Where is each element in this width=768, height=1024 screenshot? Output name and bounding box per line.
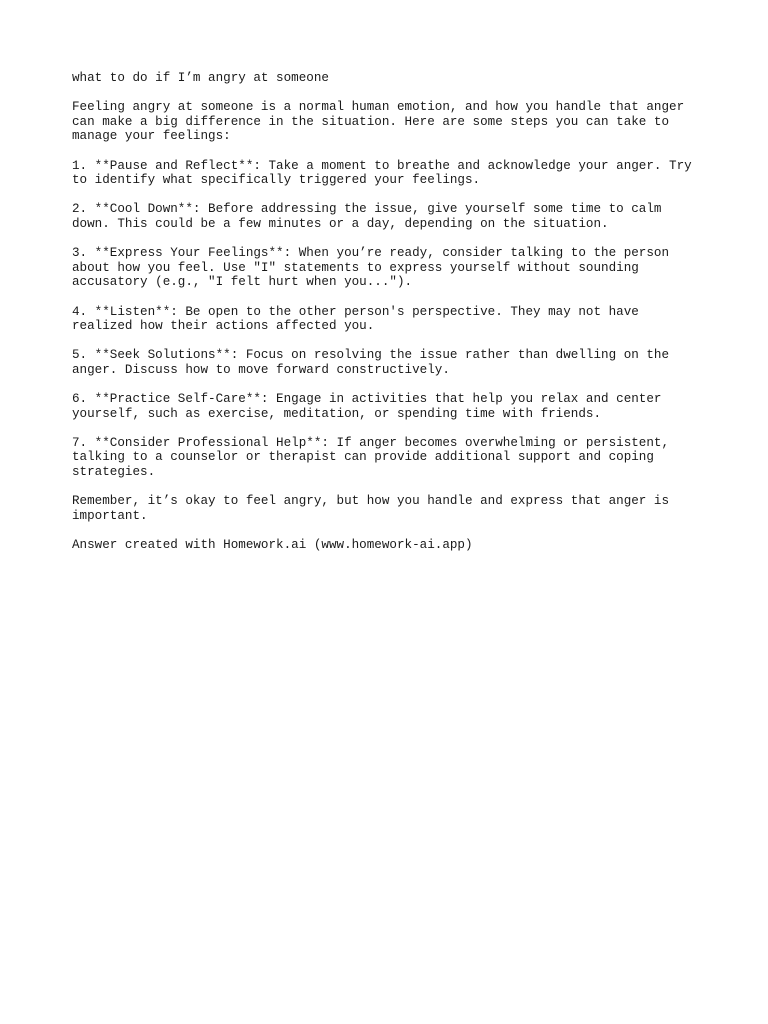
intro-paragraph: Feeling angry at someone is a normal human emotion, and how you handle that anger can make a big difference in the situation. Here are some steps you can take to manage your feelings:	[72, 100, 685, 144]
step-item-6: 6. **Practice Self-Care**: Engage in activities that help you relax and center yourself, such as exercise, meditation, or spending time with friends.	[72, 392, 662, 421]
step-item-3: 3. **Express Your Feelings**: When you’re ready, consider talking to the person about how you feel. Use "I" statements to express yourself without sounding accusatory (e.g., "I felt hurt when you...").	[72, 246, 670, 290]
question-line: what to do if I’m angry at someone	[72, 71, 329, 85]
document-body	[72, 71, 712, 567]
footer-attribution: Answer created with Homework.ai (www.homework-ai.app)	[72, 538, 473, 552]
step-item-4: 4. **Listen**: Be open to the other person's perspective. They may not have realized how their actions affected you.	[72, 304, 639, 334]
step-item-5: 5. **Seek Solutions**: Focus on resolving the issue rather than dwelling on the anger. Discuss how to move forward constructively.	[72, 348, 670, 377]
step-item-7: 7. **Consider Professional Help**: If anger becomes overwhelming or persistent, talking to a counselor or therapist can provide additional support and coping strategies.	[72, 435, 670, 480]
step-item-2: 2. **Cool Down**: Before addressing the issue, give yourself some time to calm down. This could be a few minutes or a day, depending on the situation.	[72, 202, 662, 231]
step-item-1: 1. **Pause and Reflect**: Take a moment to breathe and acknowledge your anger. Try to identify what specifically triggered your feelings.	[72, 158, 692, 188]
closing-paragraph: Remember, it’s okay to feel angry, but how you handle and express that anger is important.	[72, 494, 670, 523]
